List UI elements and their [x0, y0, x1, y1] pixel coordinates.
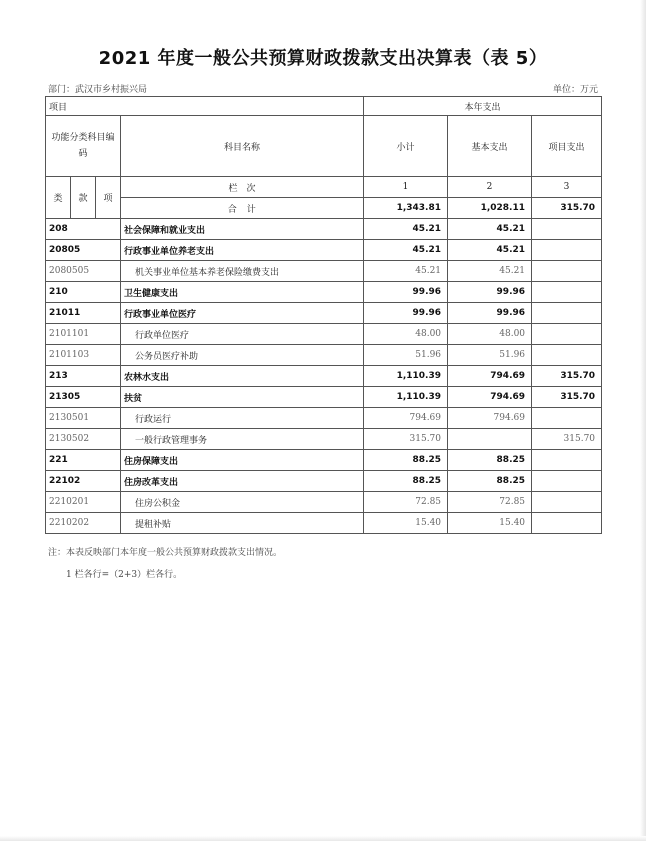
- row-project: [532, 240, 602, 261]
- row-project: [532, 219, 602, 240]
- department-label: 部门：武汉市乡村振兴局: [48, 85, 148, 95]
- row-subtotal: 99.96: [364, 303, 448, 324]
- row-basic: 15.40: [448, 513, 532, 534]
- row-subject-name: 扶贫: [121, 387, 364, 408]
- row-subject-name: 住房改革支出: [121, 471, 364, 492]
- row-code: 208: [46, 219, 121, 240]
- row-subject-name: 社会保障和就业支出: [121, 219, 364, 240]
- total-basic: 1,028.11: [448, 198, 532, 219]
- row-basic: 794.69: [448, 366, 532, 387]
- header-col-1: 1: [364, 177, 448, 198]
- row-basic: 45.21: [448, 261, 532, 282]
- header-project: 项目: [46, 97, 364, 116]
- row-subtotal: 1,110.39: [364, 366, 448, 387]
- row-basic: 45.21: [448, 219, 532, 240]
- header-subject-name: 科目名称: [121, 116, 364, 177]
- table-row: [46, 261, 602, 282]
- row-project: [532, 282, 602, 303]
- row-basic: 794.69: [448, 387, 532, 408]
- table-row: [46, 219, 602, 240]
- header-col-2: 2: [448, 177, 532, 198]
- header-func-code: 功能分类科目编码: [46, 116, 121, 177]
- row-subject-name: 行政事业单位医疗: [121, 303, 364, 324]
- row-subject-name: 提租补贴: [121, 513, 364, 534]
- row-code: 2101103: [46, 345, 121, 366]
- row-project: 315.70: [532, 366, 602, 387]
- row-basic: [448, 429, 532, 450]
- table-row: [46, 492, 602, 513]
- table-body: [46, 219, 602, 534]
- row-project: [532, 471, 602, 492]
- header-project-exp: 项目支出: [532, 116, 602, 177]
- row-subject-name: 一般行政管理事务: [121, 429, 364, 450]
- header-lanci: 栏 次: [121, 177, 364, 198]
- row-code: 210: [46, 282, 121, 303]
- row-project: [532, 450, 602, 471]
- page-edge-shadow: [640, 0, 646, 841]
- header-current-year: 本年支出: [364, 97, 602, 116]
- table-row: [46, 345, 602, 366]
- header-xiang: 项: [96, 177, 121, 219]
- table-header: [46, 97, 602, 219]
- row-subject-name: 行政运行: [121, 408, 364, 429]
- row-subtotal: 48.00: [364, 324, 448, 345]
- table-row: [46, 366, 602, 387]
- row-basic: 45.21: [448, 240, 532, 261]
- row-code: 22102: [46, 471, 121, 492]
- row-project: [532, 303, 602, 324]
- header-kuan: 款: [71, 177, 96, 219]
- table-row: [46, 324, 602, 345]
- row-code: 2210201: [46, 492, 121, 513]
- row-basic: 794.69: [448, 408, 532, 429]
- row-subtotal: 315.70: [364, 429, 448, 450]
- row-code: 213: [46, 366, 121, 387]
- row-code: 2101101: [46, 324, 121, 345]
- total-project: 315.70: [532, 198, 602, 219]
- row-code: 21011: [46, 303, 121, 324]
- document-title: 2021 年度一般公共预算财政拨款支出决算表（表 5）: [98, 48, 548, 69]
- row-code: 2080505: [46, 261, 121, 282]
- row-code: 2130501: [46, 408, 121, 429]
- row-subject-name: 机关事业单位基本养老保险缴费支出: [121, 261, 364, 282]
- row-project: [532, 408, 602, 429]
- total-subtotal: 1,343.81: [364, 198, 448, 219]
- row-subtotal: 88.25: [364, 471, 448, 492]
- header-subtotal: 小计: [364, 116, 448, 177]
- row-basic: 99.96: [448, 282, 532, 303]
- table-row: [46, 471, 602, 492]
- row-project: [532, 324, 602, 345]
- row-subtotal: 794.69: [364, 408, 448, 429]
- row-project: [532, 492, 602, 513]
- row-subject-name: 行政单位医疗: [121, 324, 364, 345]
- row-project: [532, 513, 602, 534]
- row-subject-name: 住房公积金: [121, 492, 364, 513]
- row-subject-name: 住房保障支出: [121, 450, 364, 471]
- total-label: 合 计: [121, 198, 364, 219]
- unit-label: 单位：万元: [552, 85, 598, 95]
- row-subtotal: 88.25: [364, 450, 448, 471]
- header-basic: 基本支出: [448, 116, 532, 177]
- row-subject-name: 农林水支出: [121, 366, 364, 387]
- row-basic: 51.96: [448, 345, 532, 366]
- table-row: [46, 282, 602, 303]
- row-subtotal: 1,110.39: [364, 387, 448, 408]
- row-project: 315.70: [532, 387, 602, 408]
- row-code: 20805: [46, 240, 121, 261]
- table-row: [46, 303, 602, 324]
- header-lei: 类: [46, 177, 71, 219]
- note-line-1: 注：本表反映部门本年度一般公共预算财政拨款支出情况。: [48, 548, 283, 558]
- row-code: 2210202: [46, 513, 121, 534]
- row-project: 315.70: [532, 429, 602, 450]
- table-row: [46, 429, 602, 450]
- table-row: [46, 387, 602, 408]
- row-basic: 88.25: [448, 450, 532, 471]
- table-row: [46, 240, 602, 261]
- row-subtotal: 72.85: [364, 492, 448, 513]
- row-subject-name: 公务员医疗补助: [121, 345, 364, 366]
- table-row: [46, 408, 602, 429]
- row-subject-name: 卫生健康支出: [121, 282, 364, 303]
- row-project: [532, 345, 602, 366]
- row-basic: 48.00: [448, 324, 532, 345]
- table-row: [46, 450, 602, 471]
- row-basic: 88.25: [448, 471, 532, 492]
- row-code: 21305: [46, 387, 121, 408]
- row-basic: 99.96: [448, 303, 532, 324]
- note-line-2: 1 栏各行=（2+3）栏各行。: [66, 570, 183, 580]
- row-code: 2130502: [46, 429, 121, 450]
- header-col-3: 3: [532, 177, 602, 198]
- row-subject-name: 行政事业单位养老支出: [121, 240, 364, 261]
- row-subtotal: 45.21: [364, 240, 448, 261]
- page-bottom-shadow: [0, 836, 646, 841]
- row-subtotal: 15.40: [364, 513, 448, 534]
- row-subtotal: 45.21: [364, 261, 448, 282]
- row-subtotal: 45.21: [364, 219, 448, 240]
- row-project: [532, 261, 602, 282]
- row-subtotal: 99.96: [364, 282, 448, 303]
- row-code: 221: [46, 450, 121, 471]
- table-row: [46, 513, 602, 534]
- row-basic: 72.85: [448, 492, 532, 513]
- row-subtotal: 51.96: [364, 345, 448, 366]
- expenditure-table: [45, 96, 602, 534]
